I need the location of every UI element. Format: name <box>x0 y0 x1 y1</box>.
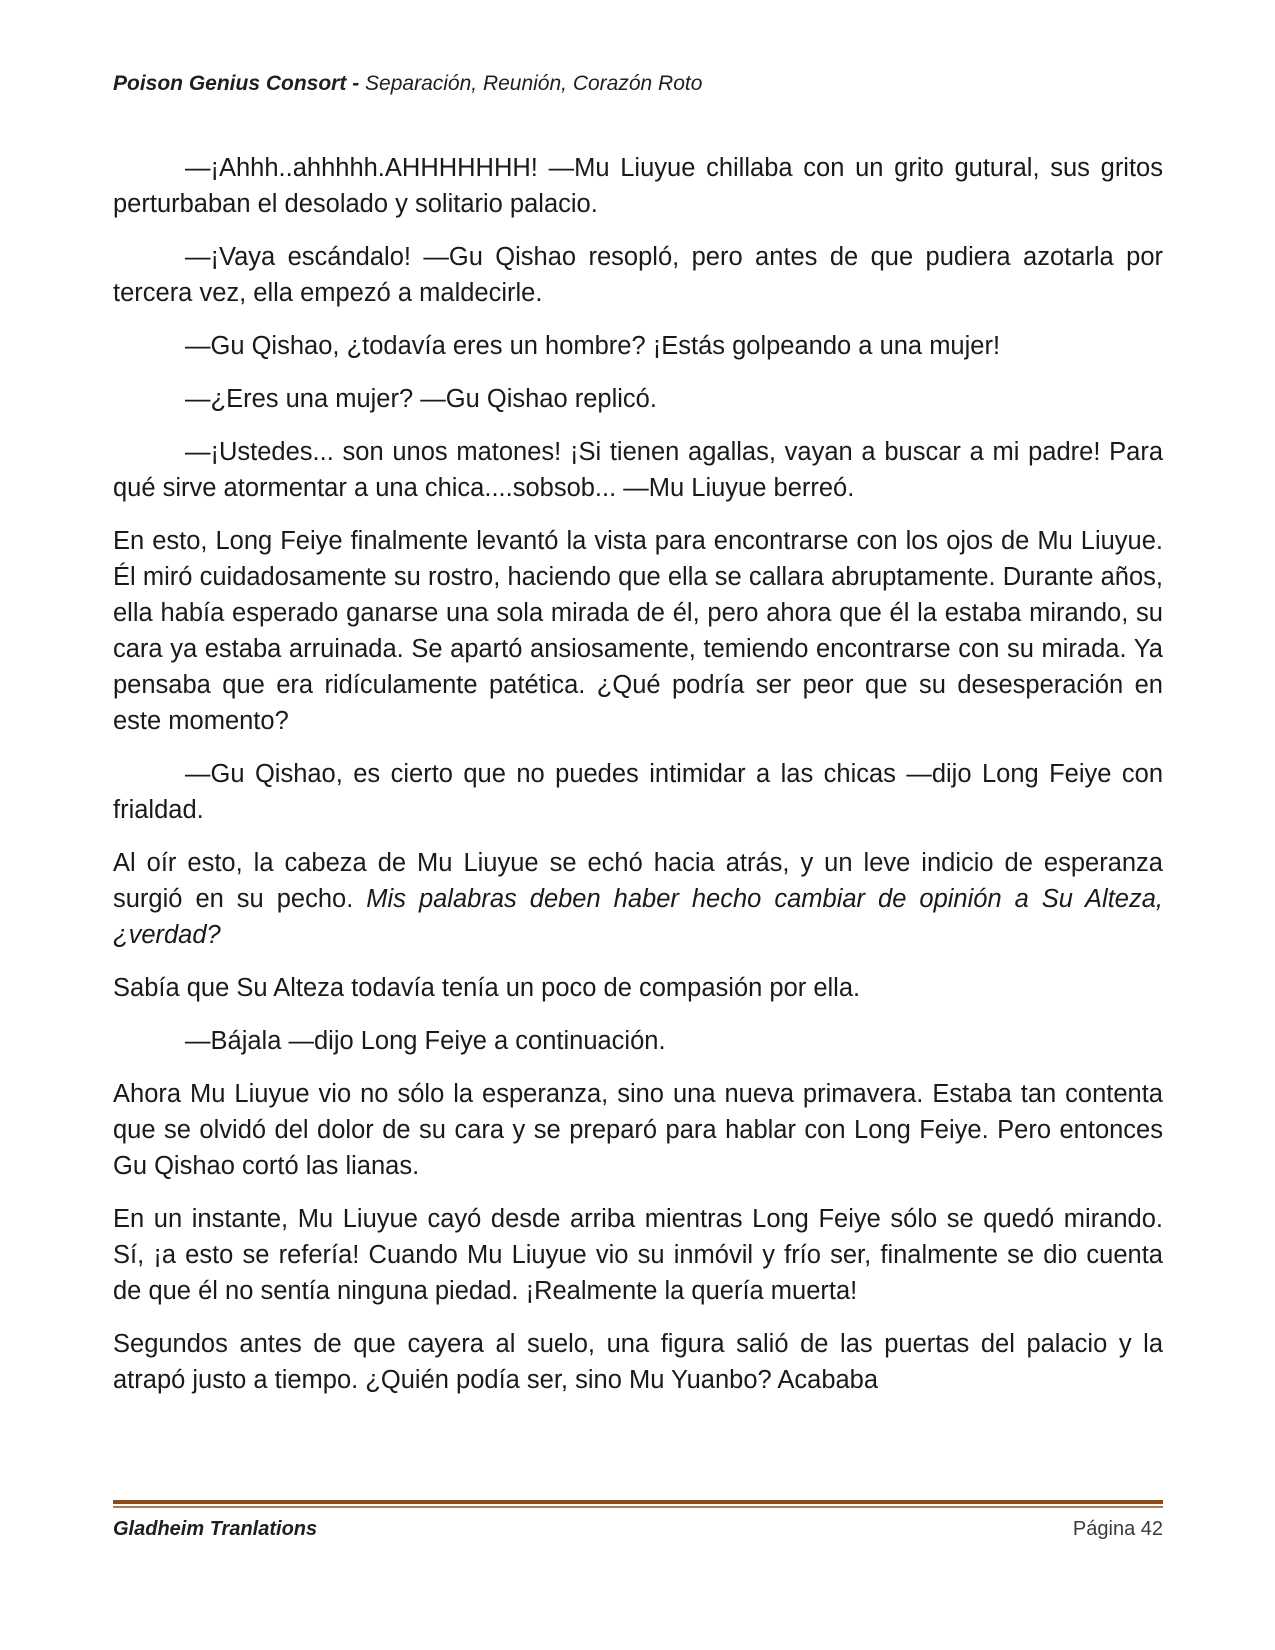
header-series-title: Poison Genius Consort <box>113 72 347 95</box>
paragraph-italic-thought: Mis palabras deben haber hecho cambiar de opinión a Su Alteza, ¿verdad? <box>113 885 1163 949</box>
paragraph <box>113 756 1163 828</box>
paragraph <box>113 1076 1163 1184</box>
paragraph-text: —Gu Qishao, ¿todavía eres un hombre? ¡Estás golpeando a una mujer! <box>185 332 1001 360</box>
paragraph-text: En un instante, Mu Liuyue cayó desde arriba mientras Long Feiye sólo se quedó mirando. Sí, ¡a esto se refería! Cuando Mu Liuyue vio su inmóvil y frío ser, finalmente se dio cuenta de que él no sentía ninguna piedad. ¡Realmente la quería muerta! <box>113 1205 1163 1305</box>
paragraph <box>113 1023 1163 1059</box>
paragraph-text: Segundos antes de que cayera al suelo, una figura salió de las puertas del palacio y la atrapó justo a tiempo. ¿Quién podía ser, sino Mu Yuanbo? Acababa <box>113 1330 1163 1394</box>
footer-divider-thick-line <box>113 1500 1163 1504</box>
paragraph-text: En esto, Long Feiye finalmente levantó la vista para encontrarse con los ojos de Mu Liuyue. Él miró cuidadosamente su rostro, haciendo que ella se callara abruptamente. Durante años, ella había esperado ganarse una sola mirada de él, pero ahora que él la estaba mirando, su cara ya estaba arruinada. Se apartó ansiosamente, temiendo encontrarse con su mirada. Ya pensaba que era ridículamente patética. ¿Qué podría ser peor que su desesperación en este momento? <box>113 527 1163 735</box>
paragraph-text: Ahora Mu Liuyue vio no sólo la esperanza, sino una nueva primavera. Estaba tan contenta que se olvidó del dolor de su cara y se preparó para hablar con Long Feiye. Pero entonces Gu Qishao cortó las lianas. <box>113 1080 1163 1180</box>
footer-page-number: Página 42 <box>1072 1518 1163 1540</box>
body-text <box>113 150 1163 1398</box>
header-chapter-title: Separación, Reunión, Corazón Roto <box>365 72 703 95</box>
paragraph <box>113 239 1163 311</box>
running-header <box>113 72 702 96</box>
paragraph <box>113 434 1163 506</box>
paragraph-text: —¡Ustedes... son unos matones! ¡Si tienen agallas, vayan a buscar a mi padre! Para qué sirve atormentar a una chica....sobsob... —Mu Liuyue berreó. <box>113 438 1163 502</box>
paragraph <box>113 845 1163 953</box>
paragraph <box>113 328 1163 364</box>
footer-divider <box>113 1500 1163 1509</box>
paragraph <box>113 1201 1163 1309</box>
paragraph-text: —Bájala —dijo Long Feiye a continuación. <box>185 1027 666 1055</box>
footer-publisher: Gladheim Tranlations <box>113 1518 318 1540</box>
paragraph-text: —¡Vaya escándalo! —Gu Qishao resopló, pero antes de que pudiera azotarla por tercera vez, ella empezó a maldecirle. <box>113 243 1163 307</box>
paragraph-text: —¡Ahhh..ahhhhh.AHHHHHHH! —Mu Liuyue chillaba con un grito gutural, sus gritos perturbaban el desolado y solitario palacio. <box>113 154 1163 218</box>
header-separator: - <box>346 72 366 95</box>
paragraph-text: —Gu Qishao, es cierto que no puedes intimidar a las chicas —dijo Long Feiye con frialdad. <box>113 760 1163 824</box>
paragraph <box>113 150 1163 222</box>
paragraph <box>113 1326 1163 1398</box>
paragraph-text: Sabía que Su Alteza todavía tenía un poco de compasión por ella. <box>113 974 861 1002</box>
paragraph <box>113 381 1163 417</box>
paragraph <box>113 523 1163 739</box>
footer-divider-thin-line <box>113 1506 1163 1508</box>
paragraph-text: Al oír esto, la cabeza de Mu Liuyue se echó hacia atrás, y un leve indicio de esperanza surgió en su pecho. <box>113 849 1163 913</box>
paragraph-text: —¿Eres una mujer? —Gu Qishao replicó. <box>185 385 657 413</box>
paragraph <box>113 970 1163 1006</box>
